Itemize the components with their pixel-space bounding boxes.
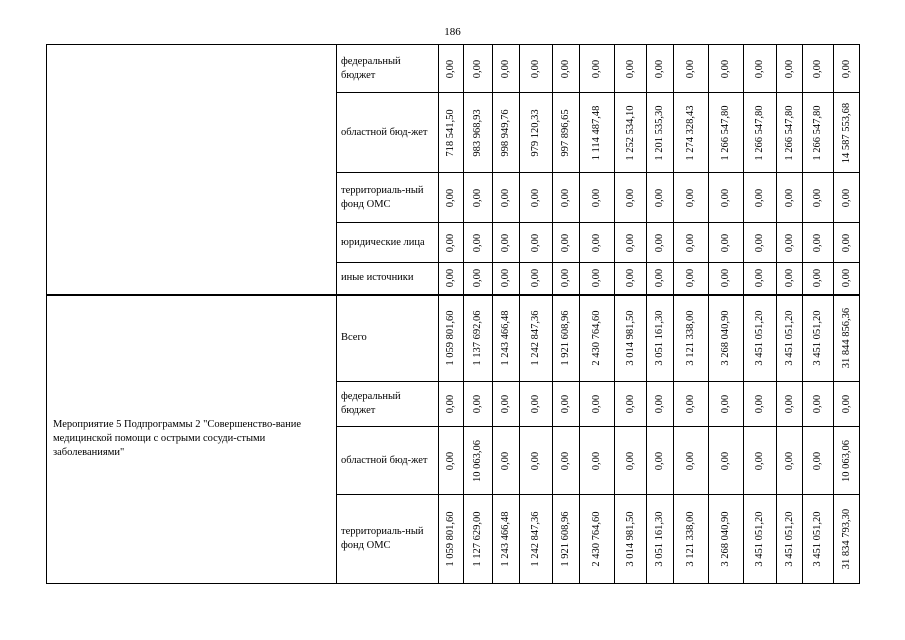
value-text: 3 014 981,50 bbox=[624, 511, 636, 567]
value-cell bbox=[615, 427, 647, 495]
funding-source bbox=[337, 495, 439, 584]
value-text: 3 268 040,90 bbox=[720, 310, 731, 366]
value-cell bbox=[803, 382, 834, 427]
value-cell bbox=[580, 223, 615, 263]
value-text: 10 063,06 bbox=[472, 439, 483, 482]
value-cell bbox=[615, 173, 647, 223]
value-text: 1 127 629,00 bbox=[472, 511, 483, 567]
value-cell bbox=[493, 495, 520, 584]
value-text: 1 242 847,36 bbox=[530, 511, 541, 567]
value-text: 0,00 bbox=[754, 394, 765, 414]
value-cell bbox=[580, 382, 615, 427]
value-text: 0,00 bbox=[591, 188, 602, 207]
value-cell bbox=[709, 295, 744, 382]
value-cell bbox=[803, 173, 834, 223]
value-cell bbox=[580, 173, 615, 223]
funding-source bbox=[337, 382, 439, 427]
value-text: 0,00 bbox=[560, 451, 571, 470]
value-cell bbox=[553, 295, 580, 382]
value-cell bbox=[744, 427, 777, 495]
value-text: 0,00 bbox=[445, 188, 456, 207]
value-cell bbox=[803, 495, 834, 584]
value-text: 0,00 bbox=[783, 451, 795, 470]
value-text: 0,00 bbox=[685, 269, 696, 288]
value-cell bbox=[439, 93, 464, 173]
value-cell bbox=[674, 382, 709, 427]
value-cell bbox=[439, 263, 464, 295]
value-cell bbox=[647, 45, 674, 93]
value-text: 3 451 051,20 bbox=[783, 511, 795, 567]
value-text: 0,00 bbox=[812, 269, 823, 288]
value-cell bbox=[709, 382, 744, 427]
value-text: 0,00 bbox=[500, 188, 511, 207]
value-cell bbox=[647, 295, 674, 382]
value-cell bbox=[803, 45, 834, 93]
value-cell bbox=[580, 295, 615, 382]
value-text: 0,00 bbox=[445, 59, 456, 78]
value-cell bbox=[464, 382, 493, 427]
value-text: 31 844 856,36 bbox=[840, 308, 852, 369]
value-cell bbox=[553, 263, 580, 295]
value-cell bbox=[647, 263, 674, 295]
value-cell bbox=[834, 263, 860, 295]
value-text: 0,00 bbox=[754, 451, 765, 470]
value-text: 0,00 bbox=[720, 233, 731, 252]
value-text: 0,00 bbox=[530, 188, 541, 207]
value-text: 0,00 bbox=[591, 451, 602, 470]
value-text: 0,00 bbox=[560, 269, 571, 288]
value-text: 0,00 bbox=[624, 451, 636, 470]
value-cell bbox=[674, 263, 709, 295]
value-text: 0,00 bbox=[840, 233, 852, 252]
value-text: 3 268 040,90 bbox=[720, 511, 731, 567]
value-cell bbox=[520, 382, 553, 427]
value-text: 3 121 338,00 bbox=[685, 511, 696, 567]
value-cell bbox=[803, 223, 834, 263]
value-text: 0,00 bbox=[445, 269, 456, 288]
activity-description-text: Мероприятие 5 Подпрограммы 2 "Совершенство-вание медицинской помощи с острыми сосуди-стыми заболеваниями" bbox=[53, 419, 302, 459]
value-text: 0,00 bbox=[591, 233, 602, 252]
value-text: 3 014 981,50 bbox=[624, 310, 636, 366]
value-text: 983 968,93 bbox=[472, 108, 483, 157]
value-text: 718 541,50 bbox=[445, 108, 456, 157]
value-cell bbox=[553, 427, 580, 495]
funding-source-label: областной бюд-жет bbox=[341, 126, 428, 138]
funding-source-label: иные источники bbox=[341, 272, 414, 284]
value-text: 0,00 bbox=[445, 451, 456, 470]
value-cell bbox=[580, 93, 615, 173]
value-text: 0,00 bbox=[812, 59, 823, 78]
value-cell bbox=[777, 93, 803, 173]
funding-source bbox=[337, 173, 439, 223]
value-cell bbox=[520, 93, 553, 173]
value-text: 0,00 bbox=[500, 394, 511, 414]
value-text: 31 834 793,30 bbox=[840, 508, 852, 570]
value-text: 0,00 bbox=[530, 394, 541, 414]
value-cell bbox=[580, 427, 615, 495]
value-text: 0,00 bbox=[500, 451, 511, 470]
value-cell bbox=[709, 427, 744, 495]
value-text: 0,00 bbox=[500, 269, 511, 288]
value-cell bbox=[803, 263, 834, 295]
value-cell bbox=[520, 223, 553, 263]
value-text: 0,00 bbox=[654, 451, 665, 470]
value-cell bbox=[834, 93, 860, 173]
value-text: 1 243 466,48 bbox=[500, 310, 511, 366]
value-text: 1 059 801,60 bbox=[445, 310, 456, 366]
value-text: 0,00 bbox=[472, 59, 483, 78]
value-cell bbox=[553, 93, 580, 173]
value-cell bbox=[439, 382, 464, 427]
value-text: 997 896,65 bbox=[560, 108, 571, 157]
value-text: 0,00 bbox=[720, 451, 731, 470]
value-cell bbox=[464, 45, 493, 93]
value-text: 0,00 bbox=[591, 394, 602, 414]
value-cell bbox=[464, 263, 493, 295]
value-cell bbox=[674, 427, 709, 495]
value-cell bbox=[493, 45, 520, 93]
value-text: 0,00 bbox=[654, 269, 665, 288]
value-text: 2 430 764,60 bbox=[591, 511, 602, 567]
value-cell bbox=[777, 173, 803, 223]
value-cell bbox=[674, 223, 709, 263]
funding-source-label: областной бюд-жет bbox=[341, 454, 428, 466]
value-cell bbox=[674, 45, 709, 93]
value-cell bbox=[464, 295, 493, 382]
value-text: 0,00 bbox=[840, 59, 852, 78]
value-cell bbox=[744, 45, 777, 93]
value-text: 0,00 bbox=[591, 59, 602, 78]
value-text: 0,00 bbox=[685, 233, 696, 252]
value-cell bbox=[439, 223, 464, 263]
funding-source-label: территориаль-ный фонд ОМС bbox=[341, 526, 424, 551]
value-text: 10 063,06 bbox=[840, 439, 852, 482]
value-cell bbox=[439, 495, 464, 584]
value-cell bbox=[744, 495, 777, 584]
funding-source-label: федеральный бюджет bbox=[341, 55, 401, 81]
value-text: 0,00 bbox=[500, 59, 511, 78]
funding-source bbox=[337, 263, 439, 295]
value-cell bbox=[615, 93, 647, 173]
value-cell bbox=[744, 295, 777, 382]
value-text: 0,00 bbox=[720, 394, 731, 414]
value-text: 0,00 bbox=[812, 233, 823, 252]
value-cell bbox=[834, 427, 860, 495]
value-text: 0,00 bbox=[812, 451, 823, 470]
value-text: 0,00 bbox=[754, 188, 765, 207]
value-cell bbox=[709, 93, 744, 173]
value-text: 1 921 608,96 bbox=[560, 310, 571, 366]
value-text: 3 451 051,20 bbox=[754, 511, 765, 567]
value-text: 0,00 bbox=[685, 59, 696, 78]
value-text: 0,00 bbox=[560, 233, 571, 252]
value-text: 3 051 161,30 bbox=[654, 511, 665, 567]
value-cell bbox=[615, 382, 647, 427]
value-text: 1 921 608,96 bbox=[560, 511, 571, 567]
value-cell bbox=[709, 45, 744, 93]
value-text: 0,00 bbox=[560, 59, 571, 78]
value-cell bbox=[493, 427, 520, 495]
value-text: 0,00 bbox=[720, 188, 731, 207]
value-cell bbox=[464, 427, 493, 495]
value-text: 0,00 bbox=[530, 269, 541, 288]
value-text: 0,00 bbox=[685, 451, 696, 470]
value-cell bbox=[777, 495, 803, 584]
value-cell bbox=[464, 495, 493, 584]
value-text: 998 949,76 bbox=[500, 108, 511, 157]
value-text: 2 430 764,60 bbox=[591, 310, 602, 366]
funding-source bbox=[337, 295, 439, 382]
table-row bbox=[47, 45, 860, 93]
value-text: 0,00 bbox=[840, 394, 852, 414]
value-text: 0,00 bbox=[560, 394, 571, 414]
value-cell bbox=[777, 263, 803, 295]
value-cell bbox=[674, 495, 709, 584]
value-text: 0,00 bbox=[624, 233, 636, 252]
value-cell bbox=[674, 295, 709, 382]
value-text: 0,00 bbox=[530, 233, 541, 252]
value-cell bbox=[777, 295, 803, 382]
value-text: 0,00 bbox=[754, 269, 765, 288]
value-cell bbox=[744, 382, 777, 427]
value-text: 0,00 bbox=[685, 394, 696, 414]
value-text: 3 451 051,20 bbox=[783, 310, 795, 366]
value-cell bbox=[834, 382, 860, 427]
value-text: 1 274 328,43 bbox=[685, 104, 696, 161]
table-row bbox=[47, 295, 860, 382]
value-cell bbox=[464, 173, 493, 223]
value-cell bbox=[520, 495, 553, 584]
value-text: 0,00 bbox=[654, 59, 665, 78]
value-text: 1 059 801,60 bbox=[445, 511, 456, 567]
value-cell bbox=[520, 427, 553, 495]
value-text: 0,00 bbox=[472, 188, 483, 207]
value-cell bbox=[520, 263, 553, 295]
value-cell bbox=[520, 295, 553, 382]
value-text: 0,00 bbox=[624, 59, 636, 78]
value-cell bbox=[647, 223, 674, 263]
value-text: 0,00 bbox=[472, 269, 483, 288]
value-cell bbox=[777, 382, 803, 427]
value-cell bbox=[493, 263, 520, 295]
value-text: 0,00 bbox=[754, 233, 765, 252]
value-cell bbox=[834, 223, 860, 263]
value-cell bbox=[580, 45, 615, 93]
value-cell bbox=[709, 495, 744, 584]
value-text: 0,00 bbox=[530, 451, 541, 470]
value-cell bbox=[493, 173, 520, 223]
value-text: 1 137 692,06 bbox=[472, 310, 483, 366]
value-text: 1 242 847,36 bbox=[530, 310, 541, 366]
value-text: 1 266 547,80 bbox=[720, 104, 731, 161]
value-cell bbox=[777, 427, 803, 495]
funding-source bbox=[337, 223, 439, 263]
value-text: 0,00 bbox=[783, 269, 795, 288]
value-cell bbox=[493, 295, 520, 382]
value-text: 0,00 bbox=[624, 394, 636, 414]
value-cell bbox=[493, 382, 520, 427]
value-cell bbox=[580, 495, 615, 584]
funding-source bbox=[337, 427, 439, 495]
value-cell bbox=[777, 223, 803, 263]
value-cell bbox=[439, 427, 464, 495]
value-text: 3 051 161,30 bbox=[654, 310, 665, 366]
value-cell bbox=[553, 495, 580, 584]
value-text: 0,00 bbox=[840, 188, 852, 207]
value-text: 0,00 bbox=[591, 269, 602, 288]
value-cell bbox=[553, 173, 580, 223]
value-cell bbox=[647, 495, 674, 584]
value-text: 0,00 bbox=[560, 188, 571, 207]
value-cell bbox=[674, 173, 709, 223]
value-cell bbox=[493, 223, 520, 263]
value-text: 1 252 534,10 bbox=[624, 104, 636, 161]
value-text: 0,00 bbox=[783, 233, 795, 252]
value-cell bbox=[834, 173, 860, 223]
value-text: 0,00 bbox=[624, 269, 636, 288]
value-text: 14 587 553,68 bbox=[840, 102, 852, 163]
value-cell bbox=[803, 295, 834, 382]
value-cell bbox=[834, 495, 860, 584]
value-text: 1 201 535,30 bbox=[654, 104, 665, 161]
value-text: 0,00 bbox=[500, 233, 511, 252]
funding-source bbox=[337, 45, 439, 93]
value-text: 0,00 bbox=[472, 394, 483, 414]
activity-description bbox=[47, 45, 337, 295]
value-cell bbox=[744, 263, 777, 295]
value-cell bbox=[803, 427, 834, 495]
value-cell bbox=[647, 382, 674, 427]
value-text: 0,00 bbox=[530, 59, 541, 78]
value-text: 0,00 bbox=[654, 233, 665, 252]
value-cell bbox=[580, 263, 615, 295]
activity-description bbox=[47, 295, 337, 584]
value-text: 0,00 bbox=[783, 59, 795, 78]
value-text: 3 451 051,20 bbox=[812, 310, 823, 366]
value-cell bbox=[744, 173, 777, 223]
value-text: 0,00 bbox=[685, 188, 696, 207]
value-text: 0,00 bbox=[445, 233, 456, 252]
funding-source-label: федеральный бюджет bbox=[341, 391, 401, 416]
value-cell bbox=[615, 495, 647, 584]
value-text: 1 266 547,80 bbox=[783, 104, 795, 161]
value-text: 0,00 bbox=[840, 269, 852, 288]
value-text: 0,00 bbox=[754, 59, 765, 78]
value-cell bbox=[439, 295, 464, 382]
value-text: 0,00 bbox=[654, 188, 665, 207]
value-cell bbox=[615, 45, 647, 93]
funding-source bbox=[337, 93, 439, 173]
value-cell bbox=[553, 382, 580, 427]
value-cell bbox=[744, 223, 777, 263]
value-cell bbox=[464, 93, 493, 173]
value-cell bbox=[709, 223, 744, 263]
value-cell bbox=[647, 427, 674, 495]
value-cell bbox=[439, 45, 464, 93]
funding-source-label: территориаль-ный фонд ОМС bbox=[341, 184, 424, 210]
value-text: 1 266 547,80 bbox=[754, 104, 765, 161]
budget-table bbox=[46, 44, 860, 584]
value-text: 0,00 bbox=[783, 188, 795, 207]
value-text: 0,00 bbox=[720, 59, 731, 78]
value-cell bbox=[553, 223, 580, 263]
value-cell bbox=[647, 93, 674, 173]
value-cell bbox=[647, 173, 674, 223]
value-text: 0,00 bbox=[812, 394, 823, 414]
value-cell bbox=[615, 295, 647, 382]
value-text: 3 121 338,00 bbox=[685, 310, 696, 366]
value-cell bbox=[744, 93, 777, 173]
value-cell bbox=[709, 173, 744, 223]
funding-source-label: Всего bbox=[341, 332, 367, 344]
value-cell bbox=[520, 173, 553, 223]
value-text: 1 243 466,48 bbox=[500, 511, 511, 567]
value-text: 0,00 bbox=[812, 188, 823, 207]
value-text: 0,00 bbox=[624, 188, 636, 207]
value-text: 1 114 487,48 bbox=[591, 105, 602, 160]
value-cell bbox=[464, 223, 493, 263]
value-text: 979 120,33 bbox=[530, 108, 541, 157]
value-text: 0,00 bbox=[720, 269, 731, 288]
value-text: 0,00 bbox=[654, 394, 665, 414]
value-text: 0,00 bbox=[783, 394, 795, 414]
value-cell bbox=[520, 45, 553, 93]
value-cell bbox=[439, 173, 464, 223]
value-cell bbox=[615, 263, 647, 295]
value-text: 0,00 bbox=[472, 233, 483, 252]
funding-source-label: юридические лица bbox=[341, 236, 425, 248]
page-number: 186 bbox=[444, 26, 461, 38]
value-text: 3 451 051,20 bbox=[754, 310, 765, 366]
value-text: 1 266 547,80 bbox=[812, 104, 823, 161]
value-cell bbox=[493, 93, 520, 173]
value-cell bbox=[777, 45, 803, 93]
value-cell bbox=[834, 45, 860, 93]
value-text: 0,00 bbox=[445, 394, 456, 414]
value-cell bbox=[834, 295, 860, 382]
value-cell bbox=[615, 223, 647, 263]
value-text: 3 451 051,20 bbox=[812, 511, 823, 567]
value-cell bbox=[709, 263, 744, 295]
value-cell bbox=[674, 93, 709, 173]
value-cell bbox=[803, 93, 834, 173]
value-cell bbox=[553, 45, 580, 93]
